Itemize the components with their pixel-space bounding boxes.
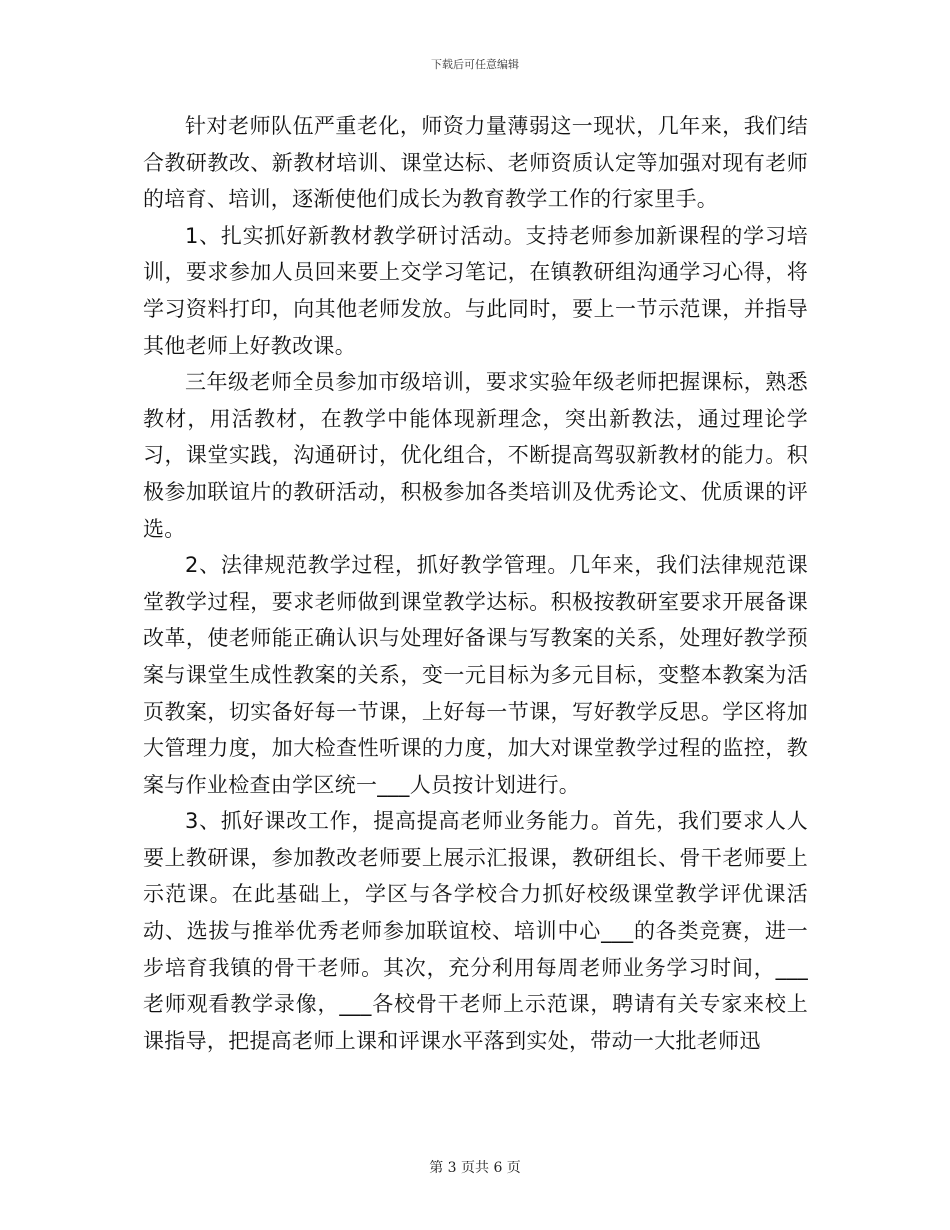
paragraph-grade-three: 三年级老师全员参加市级培训，要求实验年级老师把握课标，熟悉教材，用活教材，在教学中能体现新理念，突出新教法，通过理论学习，课堂实践，沟通研讨，优化组合，不断提高驾驭新教材的能力。积极参加联谊片的教研活动，积极参加各类培训及优秀论文、优质课的评选。 — [143, 370, 808, 541]
page-header: 下载后可任意编辑 — [431, 58, 519, 71]
document-body — [143, 108, 808, 1059]
page-number: 第 3 页共 6 页 — [429, 1160, 521, 1176]
paragraph-item-3: 3、抓好课改工作，提高提高老师业务能力。首先，我们要求人人要上教研课，参加教改老师要上展示汇报课，教研组长、骨干老师要上示范课。在此基础上，学区与各学校合力抓好校级课堂教学评优课活动、选拔与推举优秀老师参加联谊校、培训中心___的各类竞赛，进一步培育我镇的骨干老师。其次，充分利用每周老师业务学习时间，___老师观看教学录像，___各校骨干老师上示范课，聘请有关专家来校上课指导，把提高老师上课和评课水平落到实处，带动一大批老师迅 — [143, 809, 808, 1053]
paragraph-item-1: 1、扎实抓好新教材教学研讨活动。支持老师参加新课程的学习培训，要求参加人员回来要上交学习笔记，在镇教研组沟通学习心得，将学习资料打印，向其他老师发放。与此同时，要上一节示范课，并指导其他老师上好教改课。 — [143, 223, 808, 358]
paragraph-item-2: 2、法律规范教学过程，抓好教学管理。几年来，我们法律规范课堂教学过程，要求老师做到课堂教学达标。积极按教研室要求开展备课改革，使老师能正确认识与处理好备课与写教案的关系，处理好教学预案与课堂生成性教案的关系，变一元目标为多元目标，变整本教案为活页教案，切实备好每一节课，上好每一节课，写好教学反思。学区将加大管理力度，加大检查性听课的力度，加大对课堂教学过程的监控，教案与作业检查由学区统一___人员按计划进行。 — [143, 553, 808, 797]
paragraph-intro: 针对老师队伍严重老化，师资力量薄弱这一现状，几年来，我们结合教研教改、新教材培训、课堂达标、老师资质认定等加强对现有老师的培育、培训，逐渐使他们成长为教育教学工作的行家里手。 — [143, 114, 808, 212]
